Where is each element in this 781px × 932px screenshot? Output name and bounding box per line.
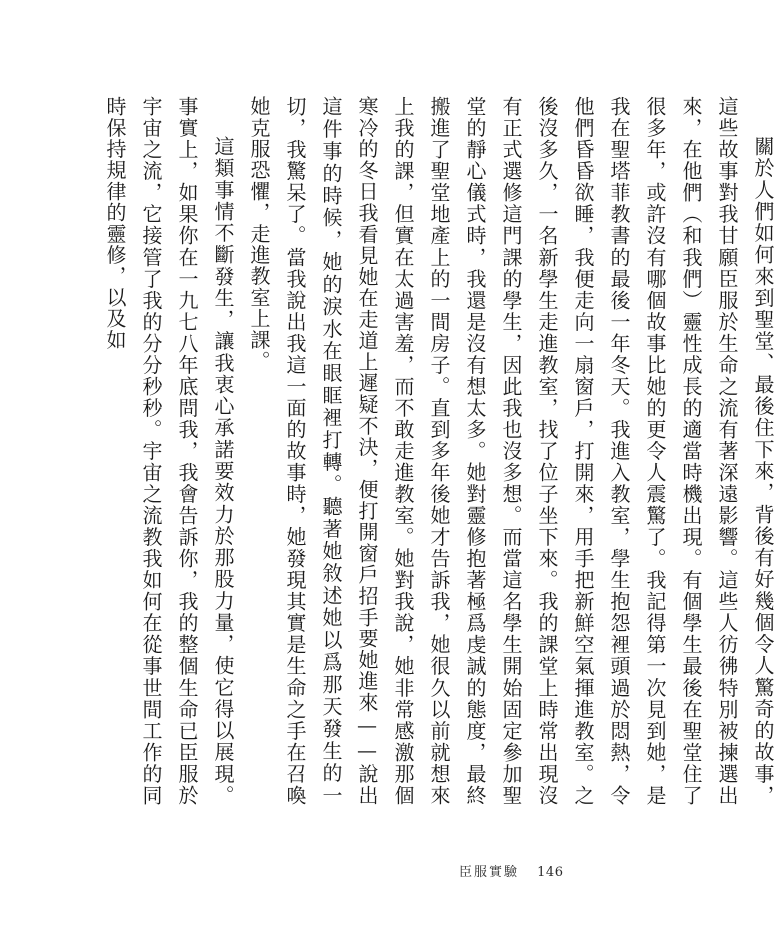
- running-title: 臣服實驗: [459, 865, 520, 880]
- paragraph-2: 這類事情不斷發生，讓我衷心承諾要效力於那股力量，使它得以展現。事實上，如果你在一九七八年底問我，我會告訴你，我的整個生命已臣服於宇宙之流，它接管了我的分分秒秒。宇宙之流教我如何在從事世間工作的同時保持規律的靈修，以及如: [103, 96, 235, 806]
- page-footer: [459, 861, 563, 880]
- page-number: 146: [537, 865, 564, 880]
- body-text: [97, 96, 775, 806]
- paragraph-1: 關於人們如何來到聖堂、最後住下來，背後有好幾個令人驚奇的故事，這些故事對我甘願臣服於生命之流有著深遠影響。這些人彷彿特別被揀選出來，在他們（和我們）靈性成長的適當時機出現。有個學生最後在聖堂住了很多年，或許沒有哪個故事比她的更令人震驚了。我記得第一次見到她，是我在聖塔菲教書的最後一年冬天。我進入教室，學生抱怨裡頭過於悶熱，令他們昏昏欲睡，我便走向一扇窗戶，打開來，用手把新鮮空氣揮進教室。之後沒多久，一名新學生走進教室，找了位子坐下來。我的課堂上時常出現沒有正式選修這門課的學生，因此我也沒多想。而當這名學生開始固定參加聖堂的靜心儀式時，我還是沒有想太多。她對靈修抱著極爲虔誠的態度，最終搬進了聖堂地產上的一間房子。直到多年後她才告訴我，她很久以前就想來上我的課，但實在太過害羞，而不敢走進教室。她對我說，她非常感激那個寒冷的冬日我看見她在走道上遲疑不決，便打開窗戶招手要她進來——說出這件事的時候，她的淚水在眼眶裡打轉。聽著她敘述她以爲那天發生的一切，我驚呆了。當我說出我這一面的故事時，她發現其實是生命之手在召喚她克服恐懼，走進教室上課。: [247, 96, 775, 806]
- vertical-text-column: [97, 96, 781, 806]
